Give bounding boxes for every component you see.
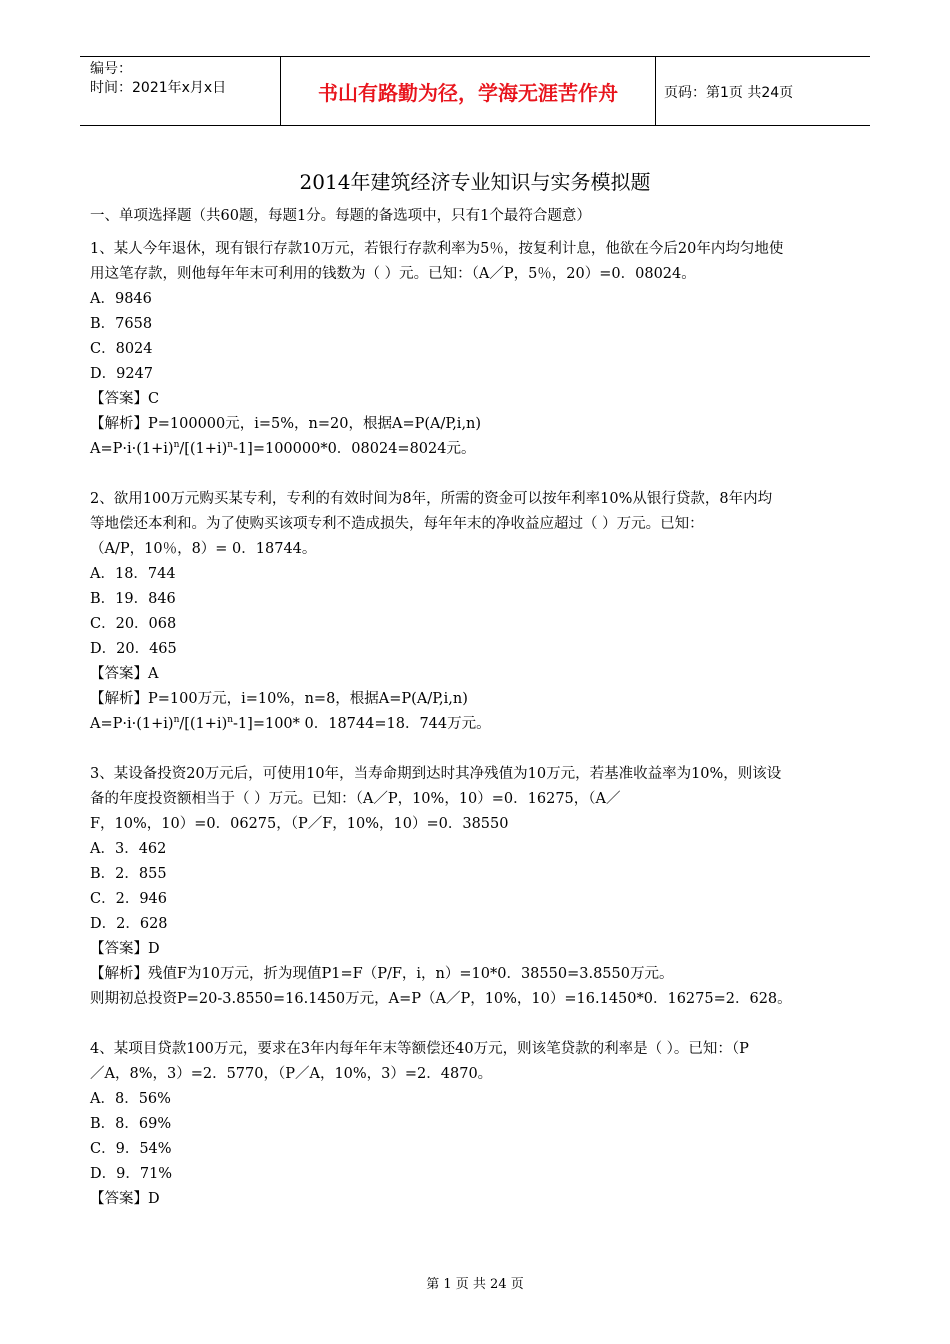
option-b: B．8．69% <box>90 1116 172 1132</box>
answer: 【答案】D <box>90 941 160 957</box>
question-stem: 等地偿还本利和。为了使购买该项专利不造成损失，每年年末的净收益应超过（ ）万元。已知： <box>90 516 704 532</box>
option-d: D．9．71% <box>90 1166 173 1182</box>
option-b: B．2．855 <box>90 866 167 882</box>
option-a: A．18．744 <box>90 566 176 582</box>
option-a: A．8．56% <box>90 1091 171 1107</box>
question-stem: 3、某设备投资20万元后，可使用10年，当寿命期到达时其净残值为10万元，若基准收益率为10%，则该设 <box>90 766 782 782</box>
question-stem: 4、某项目贷款100万元，要求在3年内每年年末等额偿还40万元，则该笔贷款的利率是（ ）。已知：（P <box>90 1041 749 1057</box>
option-d: D．9247 <box>90 366 154 382</box>
section-heading: 一、单项选择题（共60题，每题1分。每题的备选项中，只有1个最符合题意） <box>90 208 591 224</box>
question-stem: 1、某人今年退休，现有银行存款10万元，若银行存款利率为5％，按复利计息，他欲在今后20年内均匀地使 <box>90 241 784 257</box>
option-c: C．9．54% <box>90 1141 172 1157</box>
header-meta <box>90 60 226 98</box>
analysis: 【解析】残值F为10万元，折为现值P1=F（P/F，i，n）=10*0．38550=3.8550万元。 <box>90 966 674 982</box>
question-stem: 2、欲用100万元购买某专利，专利的有效时间为8年，所需的资金可以按年利率10%从银行贷款，8年内均 <box>90 491 773 507</box>
option-c: C．8024 <box>90 341 153 357</box>
header-divider <box>655 57 656 125</box>
question-stem: ／A，8%，3）=2．5770，（P／A，10%，3）=2．4870。 <box>90 1066 493 1082</box>
option-c: C．20．068 <box>90 616 177 632</box>
answer: 【答案】A <box>90 666 159 682</box>
analysis-formula: $A=P\cdot i\cdot(1+i)^n/[(1+i)^n-1]=100000*0$．08024=8024元。 <box>90 440 476 457</box>
option-d: D．20．465 <box>90 641 177 657</box>
analysis: 则期初总投资P=20-3.8550=16.1450万元，A=P（A／P，10%，10）=16.1450*0．16275=2．628。 <box>90 991 792 1007</box>
option-b: B．7658 <box>90 316 153 332</box>
option-a: A．9846 <box>90 291 152 307</box>
page-header <box>80 56 870 126</box>
option-d: D．2．628 <box>90 916 168 932</box>
analysis-formula: $A=P\cdot i\cdot(1+i)^n/[(1+i)^n-1]=100*$ 0．18744=18．744万元。 <box>90 715 491 732</box>
option-b: B．19．846 <box>90 591 176 607</box>
analysis: 【解析】P=100万元，i=10%，n=8，根据A=P(A/P,i,n) <box>90 691 468 707</box>
question-stem: 用这笔存款，则他每年年末可利用的钱数为（ ）元。已知：（A／P，5％，20）=0．08024。 <box>90 266 696 282</box>
analysis: 【解析】P=100000元，i=5%，n=20，根据A=P(A/P,i,n) <box>90 416 482 432</box>
header-motto: 书山有路勤为径，学海无涯苦作舟 <box>318 81 618 105</box>
answer: 【答案】C <box>90 391 160 407</box>
document-title: 2014年建筑经济专业知识与实务模拟题 <box>299 170 651 194</box>
document-body <box>90 204 862 1212</box>
option-c: C．2．946 <box>90 891 167 907</box>
number-label: 编号： <box>90 61 132 77</box>
question-stem: 备的年度投资额相当于（ ）万元。已知：（A／P，10%，10）=0．16275，（A／ <box>90 791 621 807</box>
question-stem: F，10%，10）=0．06275，（P／F，10%，10）=0．38550 <box>90 816 509 832</box>
answer: 【答案】D <box>90 1191 160 1207</box>
header-page-info: 页码：第1页 共24页 <box>664 85 794 101</box>
option-a: A．3．462 <box>90 841 167 857</box>
page-footer: 第 1 页 共 24 页 <box>426 1277 524 1292</box>
question-stem: （A/P，10％，8）= 0．18744。 <box>90 541 317 557</box>
time-label: 时间：2021年x月x日 <box>90 80 227 96</box>
